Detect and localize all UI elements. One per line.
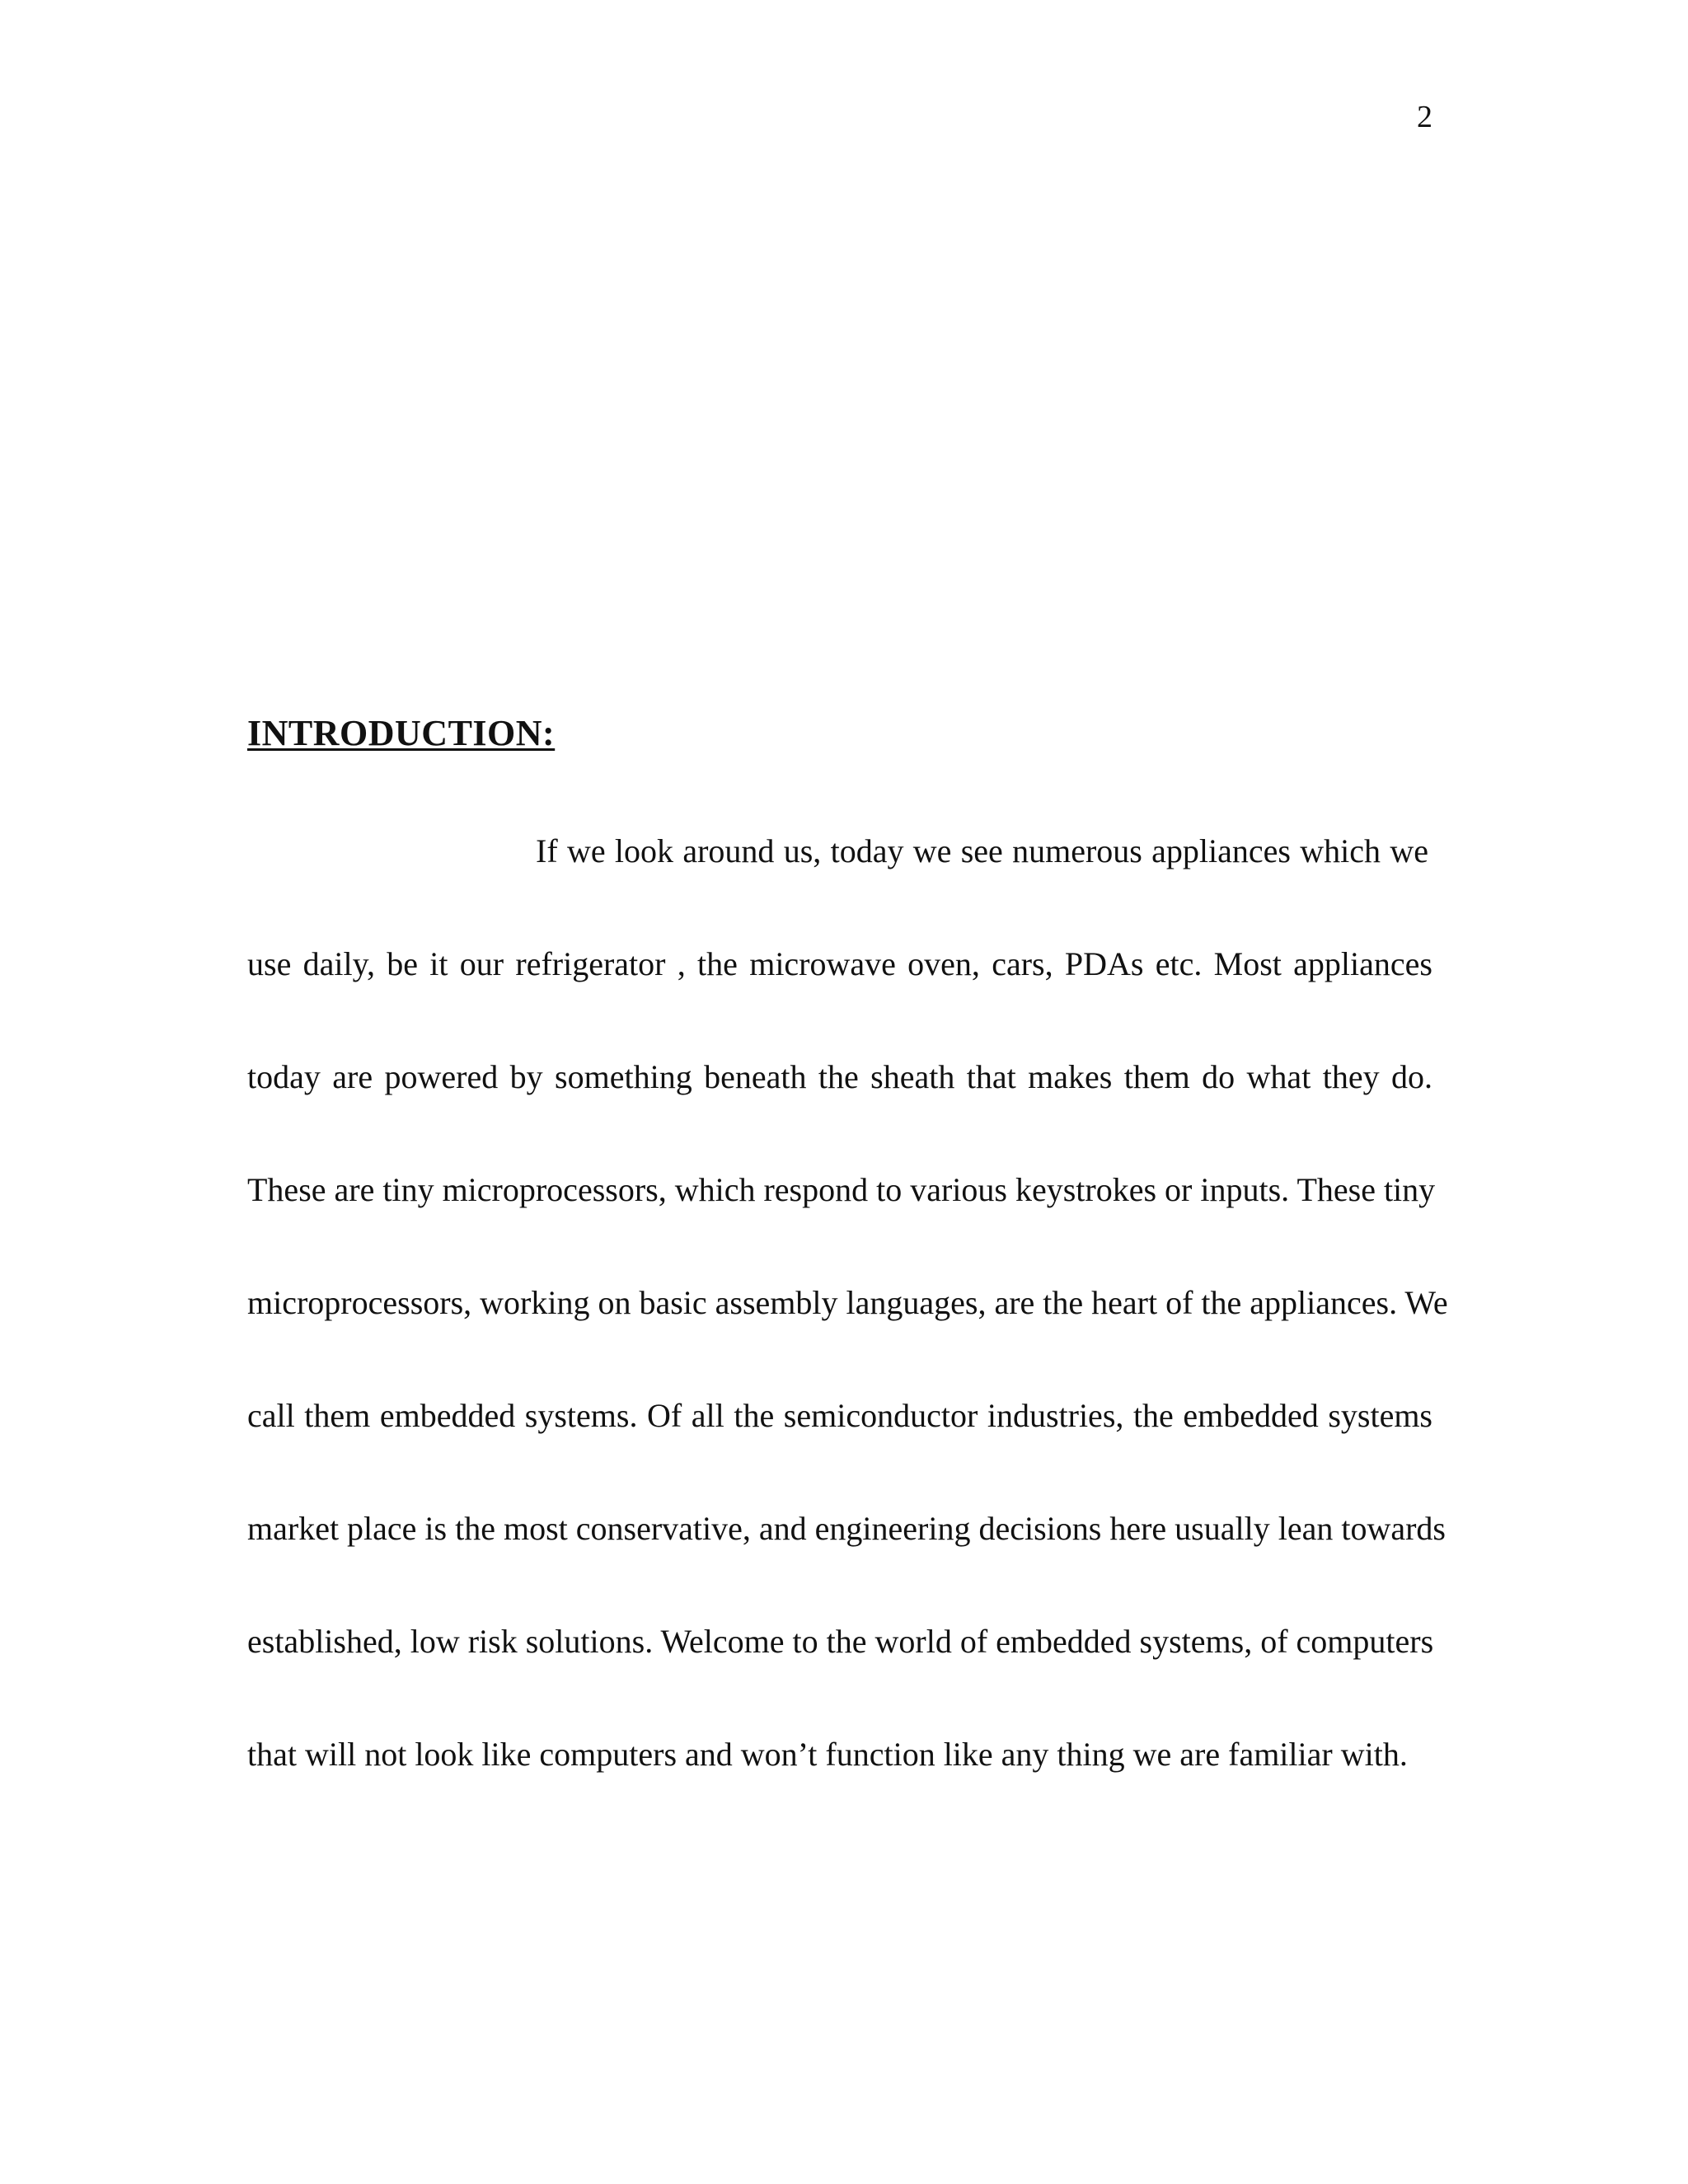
- paragraph-line: microprocessors, working on basic assembly languages, are the heart of the appliances. We: [247, 1284, 1448, 1321]
- paragraph-line: These are tiny microprocessors, which respond to various keystrokes or inputs. These tiny: [247, 1171, 1436, 1208]
- section-heading: INTRODUCTION:: [247, 713, 556, 753]
- page-number: 2: [1417, 100, 1432, 134]
- paragraph-line: that will not look like computers and won’t function like any thing we are familiar with.: [247, 1736, 1408, 1773]
- paragraph-line: market place is the most conservative, and engineering decisions here usually lean towards: [247, 1510, 1446, 1547]
- paragraph-line: If we look around us, today we see numerous appliances which we: [536, 832, 1428, 869]
- paragraph-line: established, low risk solutions. Welcome to the world of embedded systems, of computers: [247, 1623, 1434, 1660]
- paragraph-line: today are powered by something beneath the sheath that makes them do what they do.: [247, 1058, 1432, 1095]
- paragraph-line: use daily, be it our refrigerator , the microwave oven, cars, PDAs etc. Most appliances: [247, 945, 1432, 982]
- paragraph-line: call them embedded systems. Of all the semiconductor industries, the embedded systems: [247, 1397, 1432, 1434]
